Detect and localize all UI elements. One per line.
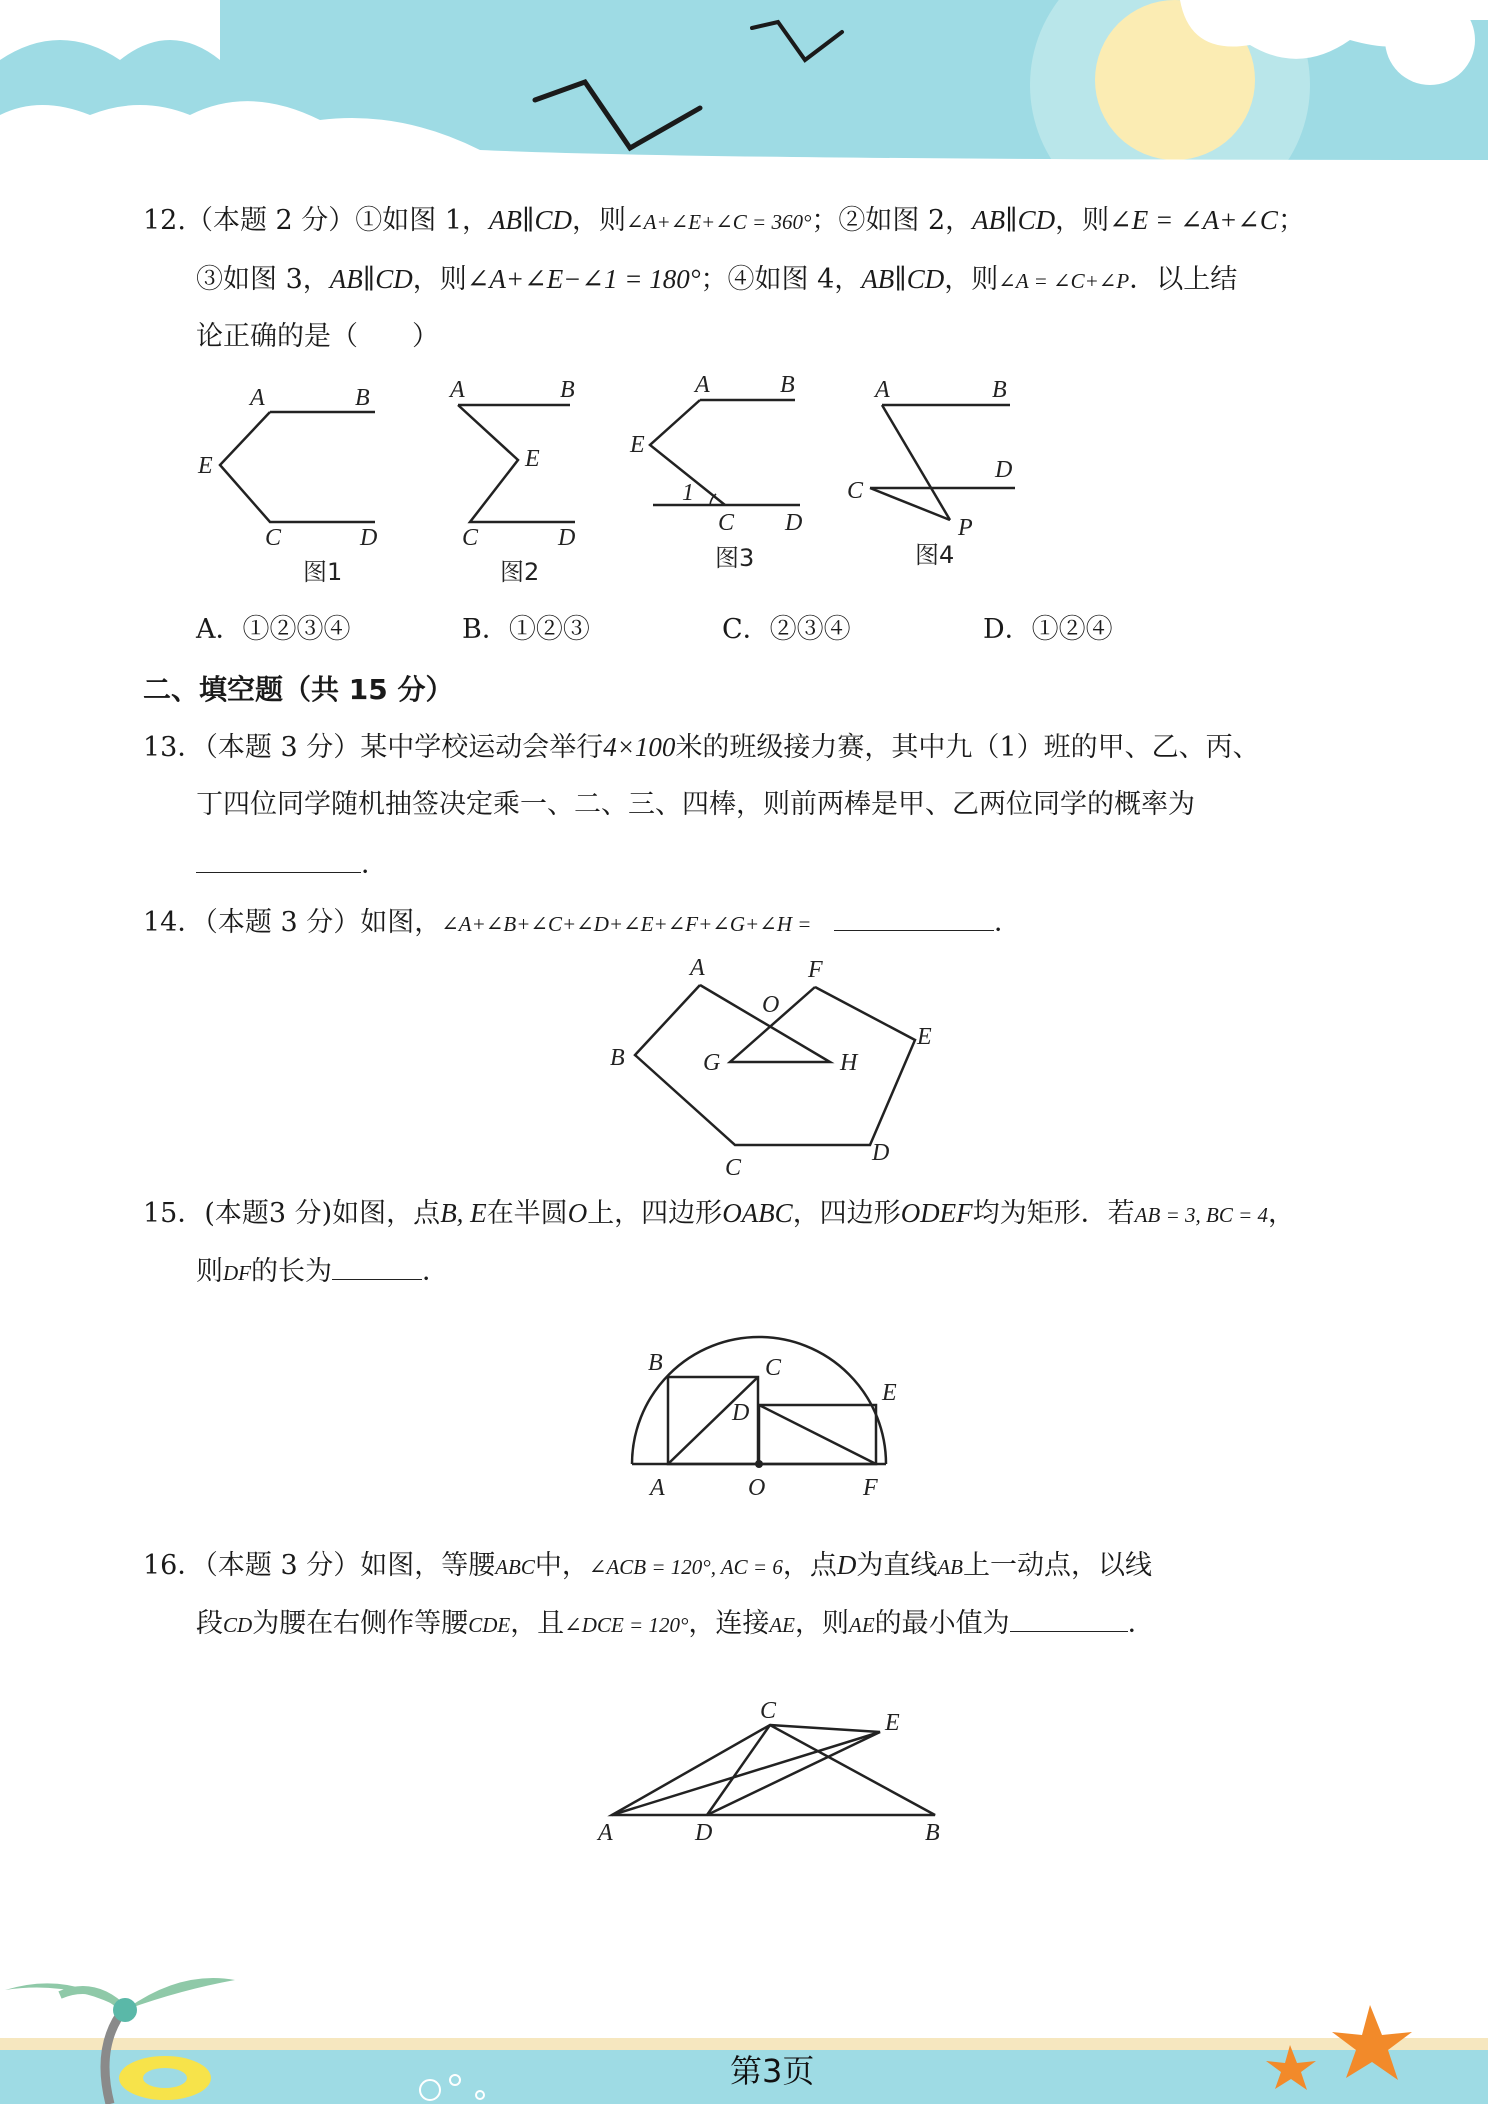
svg-text:D: D xyxy=(872,1140,890,1166)
q16-mid3: 为直线 xyxy=(856,1550,938,1581)
choice-c-text: ②③④ xyxy=(769,614,851,645)
q16-line1 xyxy=(143,1545,1152,1587)
svg-text:E: E xyxy=(630,432,645,458)
choice-a-text: ①②③④ xyxy=(242,614,351,645)
q12-then2: ，则 xyxy=(1055,205,1110,236)
svg-text:F: F xyxy=(808,957,823,983)
q15-mid3: ，四边形 xyxy=(792,1198,901,1229)
q15-figure xyxy=(620,1320,940,1505)
svg-text:H: H xyxy=(840,1050,858,1076)
svg-text:C: C xyxy=(718,510,735,536)
svg-text:B: B xyxy=(610,1045,625,1071)
choice-d-letter: D． xyxy=(983,614,1032,645)
q14-figure xyxy=(590,950,960,1190)
q13-line3 xyxy=(196,845,388,885)
svg-text:G: G xyxy=(703,1050,721,1076)
header-decoration xyxy=(0,0,1488,170)
q12-sep2: ；②如图 2， xyxy=(811,205,973,236)
q15-tail: ， xyxy=(1268,1198,1296,1229)
q13-answer-blank[interactable] xyxy=(196,846,361,873)
q14-expr: ∠A+∠B+∠C+∠D+∠E+∠F+∠G+∠H = xyxy=(441,912,812,936)
q12-parallel-1: AB∥CD xyxy=(489,205,573,235)
q15-head: 15．(本题3 分)如图，点 xyxy=(143,1198,441,1229)
svg-text:A: A xyxy=(690,955,705,981)
svg-text:B: B xyxy=(355,385,370,411)
svg-text:E: E xyxy=(525,446,540,472)
q12-then1: ，则 xyxy=(572,205,627,236)
q16-ae: AE xyxy=(769,1613,796,1637)
q16-point-d: D xyxy=(836,1550,857,1580)
q12-prompt: 论正确的是（ ） xyxy=(196,321,439,352)
svg-text:D: D xyxy=(558,525,576,551)
choice-c-letter: C． xyxy=(722,614,770,645)
q13-end: ． xyxy=(361,849,388,880)
q16-line2-mid1: 为腰在右侧作等腰 xyxy=(252,1608,469,1639)
q13-relay: 4×100 xyxy=(603,732,676,762)
svg-text:A: A xyxy=(450,377,465,403)
q13-prompt: 丁四位同学随机抽签决定乘一、二、三、四棒，则前两棒是甲、乙两位同学的概率为 xyxy=(196,789,1195,820)
q16-line2-head: 段 xyxy=(196,1608,223,1639)
q12-parallel-4: AB∥CD xyxy=(861,264,945,294)
q12-then3: ，则 xyxy=(412,264,467,295)
svg-text:B: B xyxy=(648,1350,663,1376)
q12-sep4: ；④如图 4， xyxy=(700,264,862,295)
q15-rect2: ODEF xyxy=(900,1198,973,1228)
q16-line2-mid5: 的最小值为 xyxy=(874,1608,1010,1639)
svg-text:E: E xyxy=(882,1380,897,1406)
svg-text:D: D xyxy=(732,1400,750,1426)
q13-line1 xyxy=(143,727,1260,768)
q16-end: ． xyxy=(1127,1608,1155,1639)
svg-text:E: E xyxy=(198,453,213,479)
q16-line2-mid3: ，连接 xyxy=(688,1608,770,1639)
q15-df: DF xyxy=(223,1261,251,1285)
choice-a[interactable] xyxy=(196,610,351,650)
q12-line1 xyxy=(143,200,1305,242)
svg-text:B: B xyxy=(560,377,575,403)
q14-end: ． xyxy=(994,907,1021,938)
svg-text:A: A xyxy=(650,1475,665,1501)
q12-parallel-3: AB∥CD xyxy=(329,264,413,294)
q14-line1 xyxy=(143,903,1021,944)
svg-text:A: A xyxy=(250,385,265,411)
q14-answer-blank[interactable] xyxy=(834,904,994,931)
q15-line2 xyxy=(196,1252,449,1293)
q16-angle2: ∠DCE = 120° xyxy=(564,1613,689,1637)
q15-line2-head: 则 xyxy=(196,1256,223,1287)
figure-2 xyxy=(458,405,575,522)
fig4-caption: 图4 xyxy=(915,541,955,569)
choice-b-text: ①②③ xyxy=(508,614,590,645)
svg-text:D: D xyxy=(995,457,1013,483)
q15-condition: AB = 3, BC = 4 xyxy=(1134,1203,1269,1227)
q12-line2-head: ③如图 3， xyxy=(196,264,330,295)
svg-text:A: A xyxy=(598,1820,613,1846)
svg-text:E: E xyxy=(917,1024,932,1050)
q12-tail4: ．以上结 xyxy=(1129,264,1238,295)
svg-text:1: 1 xyxy=(682,480,694,506)
q16-line2-mid2: ，且 xyxy=(510,1608,565,1639)
svg-text:C: C xyxy=(765,1355,782,1381)
choice-b[interactable] xyxy=(462,610,590,650)
swim-ring-icon xyxy=(119,2056,211,2100)
choice-c[interactable] xyxy=(722,610,851,650)
q16-line-ab: AB xyxy=(937,1555,963,1579)
fig2-caption: 图2 xyxy=(500,558,540,585)
q15-end: ． xyxy=(422,1256,449,1287)
choice-a-letter: A． xyxy=(196,614,243,645)
svg-text:F: F xyxy=(863,1475,878,1501)
svg-text:C: C xyxy=(847,478,864,504)
figure-4 xyxy=(870,405,1015,520)
q12-parallel-2: AB∥CD xyxy=(972,205,1056,235)
q15-mid4: 均为矩形．若 xyxy=(972,1198,1135,1229)
svg-text:B: B xyxy=(925,1820,940,1846)
q16-ae2: AE xyxy=(849,1613,875,1637)
choice-b-letter: B． xyxy=(462,614,509,645)
q12-line2 xyxy=(196,259,1237,301)
svg-text:A: A xyxy=(875,377,890,403)
q12-then4: ，则 xyxy=(944,264,999,295)
q12-expr2: ∠E = ∠A+∠C xyxy=(1109,205,1278,235)
q16-line2 xyxy=(196,1604,1155,1645)
figure-1 xyxy=(220,412,375,522)
q12-expr4: ∠A = ∠C+∠P xyxy=(998,269,1130,293)
q15-line2-mid: 的长为 xyxy=(251,1256,332,1287)
svg-text:C: C xyxy=(265,525,282,551)
q14-head: 14．（本题 3 分）如图， xyxy=(143,907,442,938)
page-number: 第3页 xyxy=(730,2052,815,2090)
q16-angle: ∠ACB = 120°, AC = 6 xyxy=(588,1555,783,1579)
svg-text:A: A xyxy=(695,372,710,398)
q16-figure xyxy=(590,1690,970,1850)
section-title: 二、填空题（共 15 分） xyxy=(143,673,454,706)
q13-tail: 米的班级接力赛，其中九（1）班的甲、乙、丙、 xyxy=(675,732,1260,763)
svg-text:D: D xyxy=(360,525,378,551)
q12-expr1: ∠A+∠E+∠C = 360° xyxy=(626,210,812,234)
choice-d-text: ①②④ xyxy=(1031,614,1113,645)
q13-line2 xyxy=(196,785,1195,825)
q15-answer-blank[interactable] xyxy=(332,1253,422,1280)
svg-text:O: O xyxy=(748,1475,766,1501)
choice-d[interactable] xyxy=(983,610,1113,650)
svg-text:D: D xyxy=(695,1820,713,1846)
figure-3 xyxy=(650,400,800,505)
svg-text:E: E xyxy=(885,1710,900,1736)
q15-center: O xyxy=(567,1198,588,1228)
q16-cde: CDE xyxy=(468,1613,511,1637)
fig1-caption: 图1 xyxy=(303,558,343,585)
svg-text:B: B xyxy=(780,372,795,398)
q16-tail1: 上一动点，以线 xyxy=(962,1550,1152,1581)
q16-mid1: 中， xyxy=(534,1550,589,1581)
q15-line1 xyxy=(143,1193,1295,1235)
q16-answer-blank[interactable] xyxy=(1010,1605,1128,1632)
q15-mid1: 在半圆 xyxy=(486,1198,568,1229)
q12-line3 xyxy=(196,317,439,357)
q15-points: B, E xyxy=(440,1198,487,1228)
q16-triangle: ABC xyxy=(495,1555,535,1579)
q16-line2-mid4: ，则 xyxy=(795,1608,850,1639)
svg-text:O: O xyxy=(762,992,780,1018)
q15-rect1: OABC xyxy=(722,1198,793,1228)
q12-expr3: ∠A+∠E−∠1 = 180° xyxy=(466,264,701,294)
q16-cd: CD xyxy=(223,1613,253,1637)
svg-text:C: C xyxy=(760,1698,777,1724)
svg-text:D: D xyxy=(785,510,803,536)
svg-text:P: P xyxy=(958,515,973,541)
q13-head: 13．（本题 3 分）某中学校运动会举行 xyxy=(143,732,604,763)
svg-text:B: B xyxy=(992,377,1007,403)
svg-text:C: C xyxy=(462,525,479,551)
q15-mid2: 上，四边形 xyxy=(587,1198,723,1229)
q16-head: 16．（本题 3 分）如图，等腰 xyxy=(143,1550,496,1581)
q12-tail2: ； xyxy=(1277,205,1305,236)
q12-figures xyxy=(190,370,1090,585)
fig3-caption: 图3 xyxy=(715,544,755,572)
q16-mid2: ，点 xyxy=(782,1550,837,1581)
q12-head: 12.（本题 2 分）①如图 1， xyxy=(143,205,490,236)
svg-text:C: C xyxy=(725,1155,742,1181)
